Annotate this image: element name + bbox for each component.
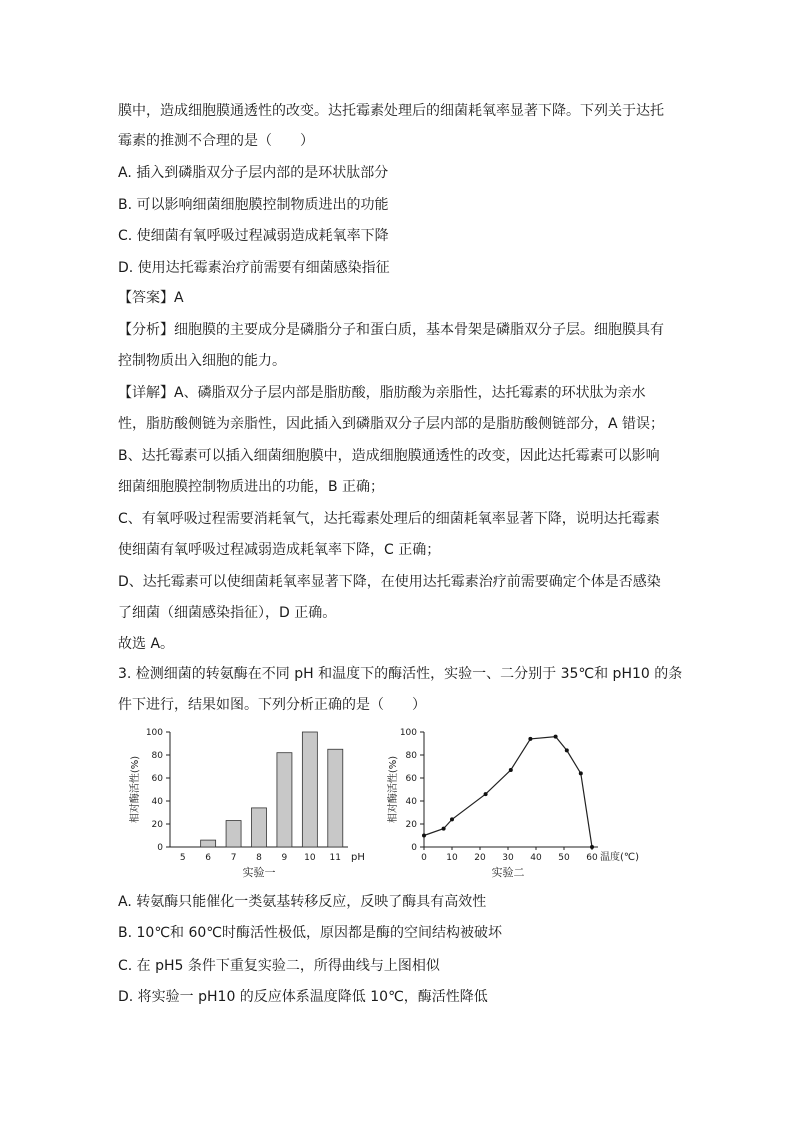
experiment-2-chart bbox=[380, 722, 670, 882]
detail-line: B、达托霉素可以插入细菌细胞膜中，造成细胞膜通透性的改变，因此达托霉素可以影响 bbox=[118, 448, 660, 464]
y-tick-label: 20 bbox=[405, 820, 417, 830]
y-axis-label: 相对酶活性(%) bbox=[388, 755, 399, 824]
bar bbox=[302, 732, 317, 847]
x-tick-label: 40 bbox=[530, 853, 542, 863]
x-axis-label: 温度(℃) bbox=[600, 852, 640, 863]
bar bbox=[201, 840, 216, 847]
data-point bbox=[422, 834, 426, 838]
y-tick-label: 40 bbox=[151, 797, 163, 807]
data-point bbox=[565, 748, 569, 752]
x-tick-label: 11 bbox=[329, 853, 342, 863]
y-tick-label: 0 bbox=[411, 843, 417, 853]
x-tick-label: 30 bbox=[502, 853, 514, 863]
question-3-line: 件下进行，结果如图。下列分析正确的是（ ） bbox=[118, 697, 426, 713]
detail-line: C、有氧呼吸过程需要消耗氧气，达托霉素处理后的细菌耗氧率显著下降，说明达托霉素 bbox=[118, 511, 660, 527]
x-tick-label: 0 bbox=[421, 853, 427, 863]
detail-line: D、达托霉素可以使细菌耗氧率显著下降，在使用达托霉素治疗前需要确定个体是否感染 bbox=[118, 574, 661, 590]
x-tick-label: 9 bbox=[281, 853, 288, 863]
x-tick-label: 20 bbox=[474, 853, 486, 863]
data-point bbox=[590, 845, 594, 849]
question-3-line: 3. 检测细菌的转氨酶在不同 pH 和温度下的酶活性，实验一、二分别于 35℃和 pH10 的条 bbox=[118, 666, 683, 682]
x-tick-label: 10 bbox=[304, 853, 316, 863]
answer-line: 【答案】A bbox=[118, 290, 184, 306]
analysis-line: 控制物质出入细胞的能力。 bbox=[118, 353, 286, 369]
detail-line: 了细菌（细菌感染指征），D 正确。 bbox=[118, 605, 337, 621]
x-tick-label: 8 bbox=[256, 853, 262, 863]
bar bbox=[252, 808, 267, 847]
y-tick-label: 20 bbox=[151, 820, 163, 830]
q3-option-a: A. 转氨酶只能催化一类氨基转移反应，反映了酶具有高效性 bbox=[118, 894, 487, 910]
y-tick-label: 60 bbox=[405, 774, 417, 784]
text-line: 霉素的推测不合理的是（ ） bbox=[118, 133, 314, 149]
y-tick-label: 80 bbox=[405, 751, 417, 761]
chart-title: 实验二 bbox=[491, 866, 525, 879]
x-tick-label: 50 bbox=[558, 853, 570, 863]
q3-option-c: C. 在 pH5 条件下重复实验二，所得曲线与上图相似 bbox=[118, 958, 440, 974]
bar bbox=[328, 749, 343, 847]
data-point bbox=[579, 771, 583, 775]
data-point bbox=[442, 827, 446, 831]
y-tick-label: 40 bbox=[405, 797, 417, 807]
x-tick-label: 5 bbox=[179, 853, 186, 863]
data-point bbox=[509, 768, 513, 772]
y-axis-label: 相对酶活性(%) bbox=[130, 755, 141, 824]
bar bbox=[226, 821, 241, 847]
analysis-line: 【分析】细胞膜的主要成分是磷脂分子和蛋白质，基本骨架是磷脂双分子层。细胞膜具有 bbox=[118, 322, 664, 338]
x-axis-label: pH bbox=[351, 852, 365, 863]
q3-option-d: D. 将实验一 pH10 的反应体系温度降低 10℃，酶活性降低 bbox=[118, 989, 488, 1005]
data-point bbox=[450, 817, 454, 821]
x-tick-label: 7 bbox=[230, 853, 237, 863]
series-line bbox=[424, 737, 592, 847]
detail-line: 【详解】A、磷脂双分子层内部是脂肪酸，脂肪酸为亲脂性，达托霉素的环状肽为亲水 bbox=[118, 385, 646, 401]
chart-title: 实验一 bbox=[242, 866, 276, 879]
x-tick-label: 10 bbox=[446, 853, 458, 863]
data-point bbox=[528, 737, 532, 741]
y-tick-label: 60 bbox=[151, 774, 163, 784]
y-tick-label: 100 bbox=[145, 728, 163, 738]
detail-line: 使细菌有氧呼吸过程减弱造成耗氧率下降，C 正确； bbox=[118, 542, 441, 558]
option-b: B. 可以影响细菌细胞膜控制物质进出的功能 bbox=[118, 197, 389, 213]
option-c: C. 使细菌有氧呼吸过程减弱造成耗氧率下降 bbox=[118, 228, 389, 244]
y-tick-label: 80 bbox=[151, 751, 163, 761]
bar bbox=[277, 753, 292, 847]
conclusion-line: 故选 A。 bbox=[118, 636, 175, 652]
text-line: 膜中，造成细胞膜通透性的改变。达托霉素处理后的细菌耗氧率显著下降。下列关于达托 bbox=[118, 103, 664, 119]
detail-line: 细菌细胞膜控制物质进出的功能，B 正确； bbox=[118, 479, 385, 495]
y-tick-label: 100 bbox=[399, 728, 417, 738]
x-tick-label: 6 bbox=[205, 853, 212, 863]
x-tick-label: 60 bbox=[586, 853, 598, 863]
detail-line: 性，脂肪酸侧链为亲脂性，因此插入到磷脂双分子层内部的是脂肪酸侧链部分，A 错误； bbox=[118, 416, 665, 432]
q3-option-b: B. 10℃和 60℃时酶活性极低，原因都是酶的空间结构被破坏 bbox=[118, 925, 503, 941]
option-d: D. 使用达托霉素治疗前需要有细菌感染指征 bbox=[118, 260, 390, 276]
experiment-1-chart bbox=[120, 722, 370, 882]
y-tick-label: 0 bbox=[157, 843, 163, 853]
data-point bbox=[484, 792, 488, 796]
data-point bbox=[554, 735, 558, 739]
option-a: A. 插入到磷脂双分子层内部的是环状肽部分 bbox=[118, 165, 389, 181]
